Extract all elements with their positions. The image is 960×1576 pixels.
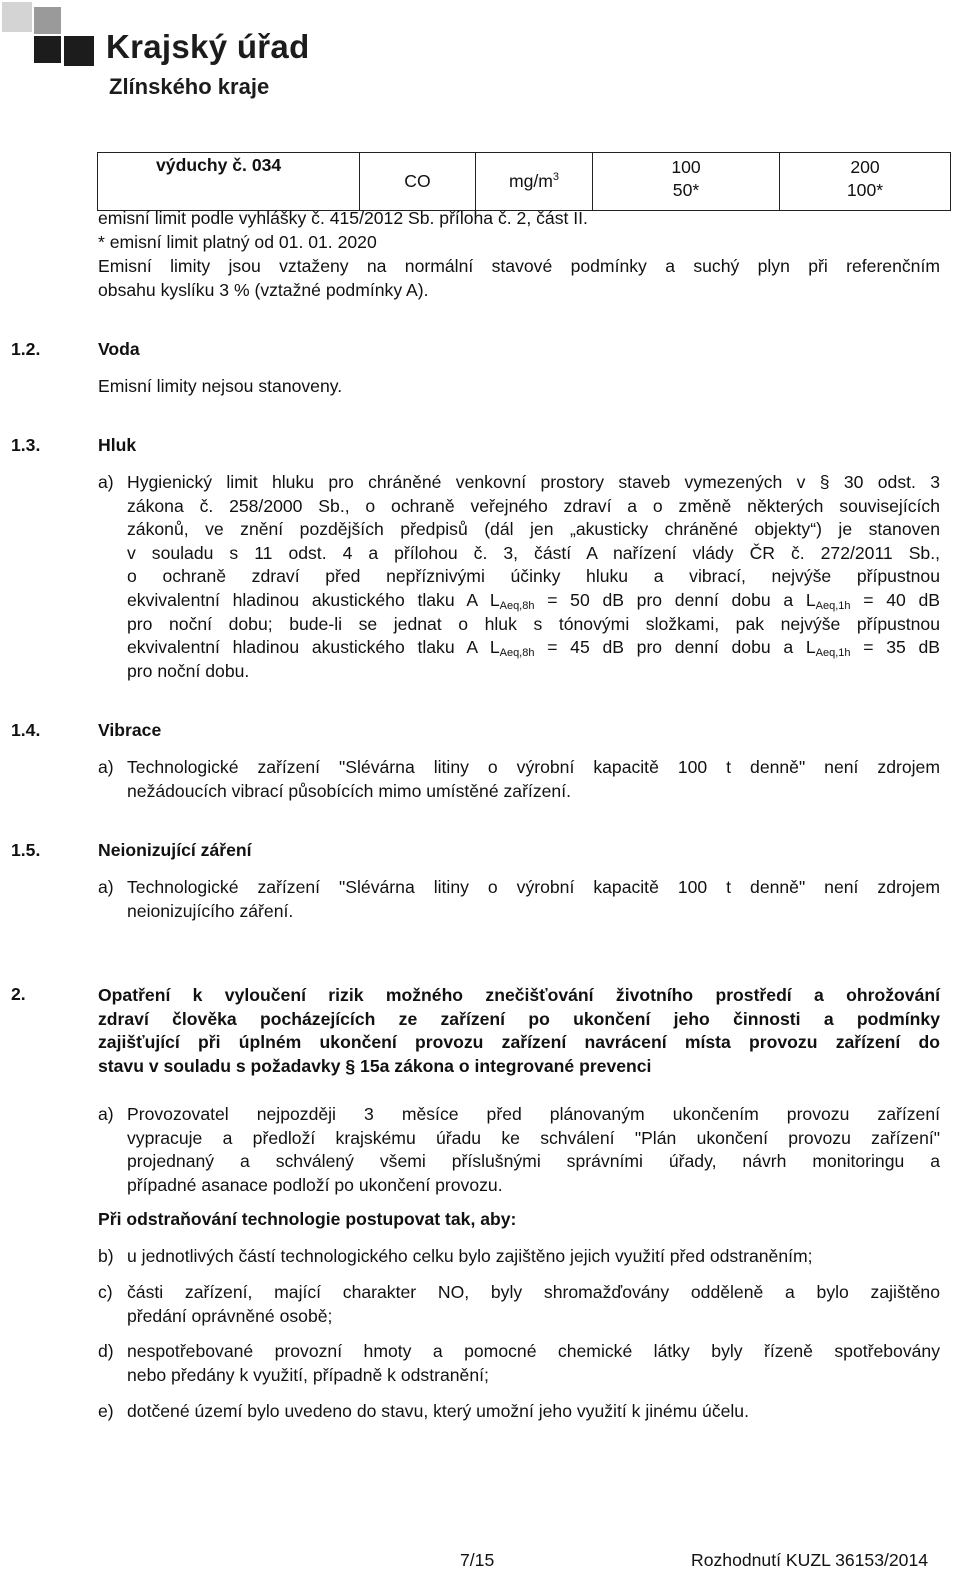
logo-square-mid xyxy=(34,7,61,34)
title-line: stavu v souladu s požadavky § 15a zákona o integrované prevenci xyxy=(98,1055,652,1076)
list-item xyxy=(98,1103,940,1197)
list-label: d) xyxy=(98,1341,114,1361)
table-cell-limit-2 xyxy=(780,153,951,211)
text-line: u jednotlivých částí technologického celku bylo zajištěno jejich využití před odstraněním; xyxy=(127,1246,813,1266)
logo-square-dark xyxy=(34,36,61,63)
note-reference-conditions xyxy=(98,255,940,302)
section-title: Voda xyxy=(98,339,140,359)
section-title xyxy=(98,984,940,1078)
limit-1-future: 50* xyxy=(672,180,700,200)
list-label: a) xyxy=(98,1104,114,1124)
text-line: případné asanace podloží po ukončení provozu. xyxy=(127,1174,503,1195)
table-cell-source: výduchy č. 034 xyxy=(98,153,360,211)
list-label: a) xyxy=(98,877,114,897)
text-line: nebo předány k využití, případně k odstranění; xyxy=(127,1364,489,1385)
section-number: 1.2. xyxy=(11,339,41,359)
table-row xyxy=(98,153,951,211)
text-line: ekvivalentní hladinou akustického tlaku A $L_{Aeq,8h} = 50$ dB pro denní dobu a $L_{Aeq,1h} = 40$ dB xyxy=(127,589,941,612)
text-line: nežádoucích vibrací působících mimo umístěné zařízení. xyxy=(127,780,571,801)
section-number: 2. xyxy=(11,984,26,1004)
list-label: a) xyxy=(98,472,114,492)
text-line: projednaný a schválený všemi příslušnými správními úřady, návrh monitoringu a xyxy=(127,1151,940,1172)
list-item xyxy=(98,1245,940,1269)
note-line: Emisní limity jsou vztaženy na normální stavové podmínky a suchý plyn při referenčním xyxy=(98,256,940,276)
page-number: 7/15 xyxy=(460,1550,495,1570)
unit-exponent: 3 xyxy=(552,171,560,183)
text-line: pro noční dobu; bude-li se jednat o hluk s tónovými složkami, pak nejvýše přípustnou xyxy=(127,613,940,634)
section-title: Neionizující záření xyxy=(98,840,252,860)
table-cell-unit xyxy=(476,153,593,211)
text-line: Hygienický limit hluku pro chráněné venkovní prostory staveb vymezených v § 30 odst. 3 xyxy=(127,472,940,492)
text-line: vypracuje a předloží krajskému úřadu ke schválení "Plán ukončení provozu zařízení" xyxy=(127,1127,940,1148)
list-label: c) xyxy=(98,1282,113,1302)
list-label: e) xyxy=(98,1401,114,1421)
logo-title: Krajský úřad xyxy=(106,28,310,65)
text-line: ekvivalentní hladinou akustického tlaku A $L_{Aeq,8h} = 45$ dB pro denní dobu a $L_{Aeq,1h} = 35$ dB xyxy=(127,637,941,660)
limit-2-future: 100* xyxy=(846,180,884,200)
text-line: zákona č. 258/2000 Sb., o ochraně veřejného zdraví a o změně některých souvisejících xyxy=(127,495,940,516)
text-line: předání oprávněné osobě; xyxy=(127,1305,333,1326)
logo-square-dark-2 xyxy=(64,36,94,66)
note-future-limit: * emisní limit platný od 01. 01. 2020 xyxy=(98,232,377,252)
title-line: zdraví člověka pocházejících ze zařízení po ukončení jeho činnosti a podmínky xyxy=(98,1008,940,1029)
title-line: zajišťující při úplném ukončení provozu zařízení navrácení místa provozu zařízení do xyxy=(98,1032,940,1053)
text-line: Provozovatel nejpozději 3 měsíce před plánovaným ukončením provozu zařízení xyxy=(127,1104,940,1124)
text-line: Technologické zařízení "Slévárna litiny o výrobní kapacitě 100 t denně" není zdrojem xyxy=(127,757,940,777)
text-line: o ochraně zdraví před nepříznivými účinky hluku a vibrací, nejvýše přípustnou xyxy=(127,566,940,587)
title-line: Opatření k vyloučení rizik možného znečišťování životního prostředí a ohrožování xyxy=(98,985,940,1005)
text-line: zákonů, ve znění pozdějších předpisů (dál jen „akusticky chráněné objekty“) je stanoven xyxy=(127,519,940,540)
section-text: Emisní limity nejsou stanoveny. xyxy=(98,376,343,396)
note-line: obsahu kyslíku 3 % (vztažné podmínky A). xyxy=(98,279,429,300)
limit-1-value: 100 xyxy=(671,157,701,177)
logo-square-light xyxy=(2,2,32,32)
list-label: a) xyxy=(98,757,114,777)
text-line: pro noční dobu. xyxy=(127,660,250,681)
text-line: nespotřebované provozní hmoty a pomocné chemické látky byly řízeně spotřebovány xyxy=(127,1341,940,1361)
section-title: Vibrace xyxy=(98,720,162,740)
table-cell-pollutant: CO xyxy=(360,153,476,211)
list-item xyxy=(98,1400,940,1424)
list-item xyxy=(98,876,940,923)
document-reference: Rozhodnutí KUZL 36153/2014 xyxy=(691,1550,929,1570)
text-line: Technologické zařízení "Slévárna litiny o výrobní kapacitě 100 t denně" není zdrojem xyxy=(127,877,940,897)
section-number: 1.4. xyxy=(11,720,41,740)
unit-base: mg/m xyxy=(508,171,553,191)
list-label: b) xyxy=(98,1246,114,1266)
logo-subtitle: Zlínského kraje xyxy=(109,74,270,99)
list-item xyxy=(98,471,940,683)
section-title: Hluk xyxy=(98,435,137,455)
limit-2-value: 200 xyxy=(850,157,880,177)
text-line: v souladu s 11 odst. 4 a přílohou č. 3, částí A nařízení vlády ČR č. 272/2011 Sb., xyxy=(127,542,940,563)
text-line: neionizujícího záření. xyxy=(127,900,294,921)
section-number: 1.5. xyxy=(11,840,41,860)
list-item xyxy=(98,1340,940,1387)
list-item xyxy=(98,756,940,803)
list-item xyxy=(98,1281,940,1328)
emission-limits-table xyxy=(97,152,951,211)
text-line: části zařízení, mající charakter NO, byly shromažďovány odděleně a bylo zajištěno xyxy=(127,1282,940,1302)
sub-heading: Při odstraňování technologie postupovat tak, aby: xyxy=(98,1209,517,1229)
text-line: dotčené území bylo uvedeno do stavu, který umožní jeho využití k jinému účelu. xyxy=(127,1401,749,1421)
note-legal-basis: emisní limit podle vyhlášky č. 415/2012 Sb. příloha č. 2, část II. xyxy=(98,208,588,228)
section-number: 1.3. xyxy=(11,435,41,455)
table-cell-limit-1 xyxy=(593,153,780,211)
